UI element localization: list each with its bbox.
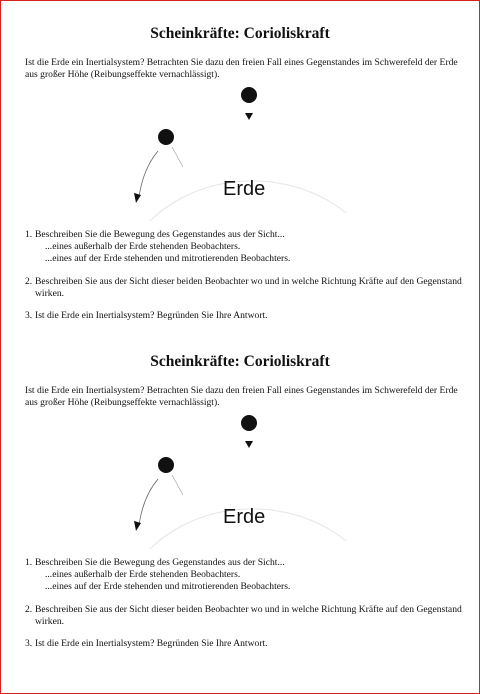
task-subitem: ...eines außerhalb der Erde stehenden Beobachters. [45,569,241,581]
task-number: 3. [25,310,33,322]
worksheet-copy-1 [1,1,479,331]
task-number: 2. [25,603,33,615]
task-text: Beschreiben Sie aus der Sicht dieser beiden Beobachter wo und in welche Richtung Kräfte auf den Gegenstand wirken. [35,275,462,299]
worksheet-title: Scheinkräfte: Corioliskraft [150,353,330,370]
radial-guide-line [172,147,183,167]
task-item [25,557,465,594]
intro-text: Ist die Erde ein Inertialsystem? Betrachten Sie dazu den freien Fall eines Gegenstandes im Schwerefeld der Erde aus großer Höhe (Reibungseffekte vernachlässigt). [25,57,458,81]
task-text: Beschreiben Sie aus der Sicht dieser beiden Beobachter wo und in welche Richtung Kräfte auf den Gegenstand wirken. [35,603,462,627]
task-number: 1. [25,229,33,240]
task-subitem: ...eines auf der Erde stehenden und mitrotierenden Beobachters. [45,581,291,593]
task-text: Ist die Erde ein Inertialsystem? Begründen Sie Ihre Antwort. [35,310,268,322]
fall-direction-arrow [245,441,253,448]
task-list [25,557,465,660]
trajectory-arrow [134,521,141,531]
falling-object-rotated [158,129,174,145]
task-item [25,638,465,650]
falling-object-top [241,87,257,103]
task-item [25,276,465,300]
task-item [25,310,465,322]
task-item [25,604,465,628]
earth-label: Erde [223,178,266,200]
coriolis-figure [1,81,479,221]
falling-object-rotated [158,457,174,473]
trajectory-curve [139,479,158,525]
fall-direction-arrow [245,113,253,120]
task-subitem: ...eines außerhalb der Erde stehenden Beobachters. [45,241,241,253]
task-text: Ist die Erde ein Inertialsystem? Begründen Sie Ihre Antwort. [35,638,268,650]
task-subitem: ...eines auf der Erde stehenden und mitrotierenden Beobachters. [45,253,291,265]
task-number: 3. [25,638,33,650]
task-list [25,229,465,332]
trajectory-curve [139,151,158,197]
worksheet-copy-2 [1,329,479,659]
task-number: 1. [25,557,33,568]
radial-guide-line [172,475,183,495]
falling-object-top [241,415,257,431]
task-item [25,229,465,266]
task-text: Beschreiben Sie die Bewegung des Gegenstandes aus der Sicht... [35,229,285,240]
task-text: Beschreiben Sie die Bewegung des Gegenstandes aus der Sicht... [35,557,285,568]
task-number: 2. [25,275,33,287]
coriolis-figure [1,409,479,549]
trajectory-arrow [134,193,141,203]
earth-label: Erde [223,506,266,528]
intro-text: Ist die Erde ein Inertialsystem? Betrachten Sie dazu den freien Fall eines Gegenstandes im Schwerefeld der Erde aus großer Höhe (Reibungseffekte vernachlässigt). [25,385,458,409]
worksheet-title: Scheinkräfte: Corioliskraft [150,25,330,42]
